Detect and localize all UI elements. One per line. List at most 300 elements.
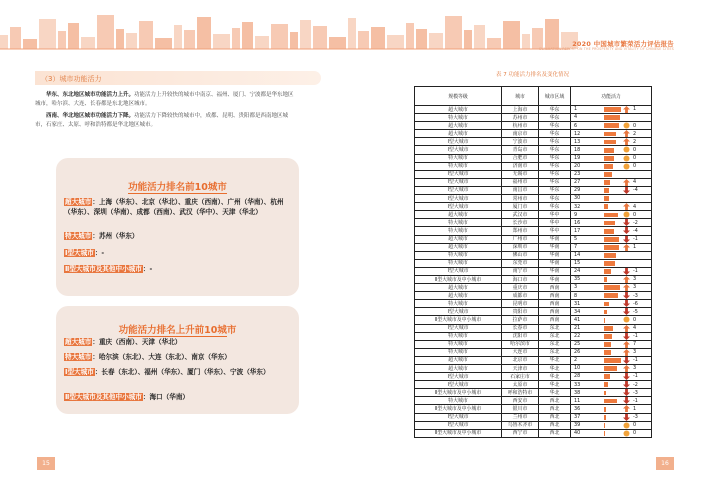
rank-value: 6 bbox=[574, 122, 578, 129]
cell-region: 华东 bbox=[539, 154, 571, 162]
cell-region: 华南 bbox=[539, 259, 571, 267]
rank-bar bbox=[604, 382, 608, 387]
rank-change: -4 bbox=[633, 187, 638, 194]
rank-change: 4 bbox=[633, 324, 637, 331]
tag-megacity: 超大城市 bbox=[65, 198, 92, 206]
table-row bbox=[415, 356, 652, 364]
up-arrow-icon bbox=[622, 130, 630, 137]
cell-city: 长春市 bbox=[502, 324, 539, 332]
table-row bbox=[415, 154, 652, 162]
down-arrow-icon bbox=[622, 333, 630, 340]
up-arrow-icon bbox=[622, 138, 630, 145]
down-arrow-icon bbox=[622, 414, 630, 421]
cell-vitality bbox=[571, 421, 652, 429]
cell-region: 华东 bbox=[539, 130, 571, 138]
rank-change: 3 bbox=[633, 365, 637, 372]
cell-region: 东北 bbox=[539, 348, 571, 356]
table-header-row bbox=[415, 87, 652, 106]
cell-city: 兰州市 bbox=[502, 413, 539, 421]
table-row bbox=[415, 186, 652, 194]
rank-change: -1 bbox=[633, 235, 638, 242]
table-row bbox=[415, 389, 652, 397]
cell-scale: Ⅰ型大城市 bbox=[415, 195, 502, 203]
rank-change: 2 bbox=[633, 130, 637, 137]
paragraph-2-text: 功能活力下降较快的城市中，成都、昆明、贵阳都是西南地区城市，石家庄、太原、呼和浩特都是华北地区城市。 bbox=[35, 113, 289, 129]
flat-dot-icon bbox=[622, 155, 630, 162]
rank-change: -3 bbox=[633, 389, 638, 396]
rank-bar bbox=[604, 140, 616, 145]
cell-vitality bbox=[571, 405, 652, 413]
cell-region: 华东 bbox=[539, 178, 571, 186]
col-header-city: 城市 bbox=[502, 87, 539, 106]
rank-change: 1 bbox=[633, 405, 637, 412]
cell-vitality bbox=[571, 397, 652, 405]
cell-region: 华东 bbox=[539, 203, 571, 211]
cell-vitality bbox=[571, 114, 652, 122]
cell-vitality bbox=[571, 275, 652, 283]
rank-value: 2 bbox=[574, 357, 578, 364]
cell-city: 长沙市 bbox=[502, 219, 539, 227]
table-row bbox=[415, 308, 652, 316]
down-arrow-icon bbox=[622, 300, 630, 307]
cell-region: 东北 bbox=[539, 332, 571, 340]
rank-change: -1 bbox=[633, 268, 638, 275]
cell-scale: 超大城市 bbox=[415, 356, 502, 364]
rank-value: 31 bbox=[574, 300, 581, 307]
down-arrow-icon bbox=[622, 187, 630, 194]
cell-city: 合肥市 bbox=[502, 154, 539, 162]
cell-vitality bbox=[571, 138, 652, 146]
cell-region: 华中 bbox=[539, 211, 571, 219]
rank-bar bbox=[604, 302, 609, 307]
table-row bbox=[415, 211, 652, 219]
cell-scale: 超大城市 bbox=[415, 365, 502, 373]
rank-bar bbox=[604, 310, 607, 315]
rank-bar bbox=[604, 123, 619, 128]
cell-vitality bbox=[571, 130, 652, 138]
cell-region: 华南 bbox=[539, 243, 571, 251]
up-arrow-icon bbox=[622, 244, 630, 251]
rank-value: 9 bbox=[574, 211, 578, 218]
rank-change: 0 bbox=[633, 122, 637, 129]
cell-region: 华中 bbox=[539, 227, 571, 235]
table-row bbox=[415, 397, 652, 405]
table-row bbox=[415, 332, 652, 340]
cell-scale: 特大城市 bbox=[415, 227, 502, 235]
cell-city: 大连市 bbox=[502, 348, 539, 356]
up-arrow-icon bbox=[622, 179, 630, 186]
rank-bar bbox=[604, 132, 616, 137]
cell-vitality bbox=[571, 170, 652, 178]
paragraph-1-lead: 华东、东北地区城市功能活力上升。 bbox=[46, 92, 135, 98]
rank-value: 39 bbox=[574, 422, 581, 429]
cell-region: 华东 bbox=[539, 106, 571, 114]
rank-bar bbox=[604, 237, 619, 242]
cell-scale: Ⅰ型大城市 bbox=[415, 203, 502, 211]
cell-scale: Ⅰ型大城市 bbox=[415, 178, 502, 186]
table-row bbox=[415, 300, 652, 308]
rank-change: -1 bbox=[633, 373, 638, 380]
rank-change: 7 bbox=[633, 341, 637, 348]
cell-city: 济南市 bbox=[502, 162, 539, 170]
rank-bar bbox=[604, 293, 618, 298]
cell-scale: 超大城市 bbox=[415, 243, 502, 251]
table-row bbox=[415, 251, 652, 259]
down-arrow-icon bbox=[622, 236, 630, 243]
cell-city: 无锡市 bbox=[502, 170, 539, 178]
table-row bbox=[415, 316, 652, 324]
report-subtitle: EVALUATION REPORT ON THE PROSPERITY AND VITALITY OF CHINESE CITIES bbox=[539, 47, 674, 51]
cell-scale: Ⅱ型大城市及中小城市 bbox=[415, 316, 502, 324]
cell-scale: Ⅰ型大城市 bbox=[415, 146, 502, 154]
rank-bar bbox=[604, 229, 614, 234]
cell-scale: Ⅰ型大城市 bbox=[415, 421, 502, 429]
rank-bar bbox=[604, 334, 612, 339]
top10-rise-box bbox=[56, 306, 299, 414]
rank-bar bbox=[604, 156, 614, 161]
up-arrow-icon bbox=[622, 106, 630, 113]
rank-change: 4 bbox=[633, 179, 637, 186]
section-title: （3）城市功能活力 bbox=[41, 74, 102, 83]
cell-scale: 特大城市 bbox=[415, 251, 502, 259]
rank-bar bbox=[604, 391, 606, 396]
rank-bar bbox=[604, 253, 616, 258]
rank-value: 21 bbox=[574, 324, 581, 331]
rank-bar bbox=[604, 164, 613, 169]
cell-region: 华东 bbox=[539, 146, 571, 154]
tag-supercity: 特大城市 bbox=[65, 232, 92, 240]
report-title: 2020 中国城市繁荣活力评估报告 bbox=[572, 40, 674, 48]
rank-bar bbox=[604, 196, 609, 201]
cell-city: 杭州市 bbox=[502, 122, 539, 130]
cell-city: 广州市 bbox=[502, 235, 539, 243]
cell-region: 西南 bbox=[539, 300, 571, 308]
cell-scale: 特大城市 bbox=[415, 154, 502, 162]
cell-region: 华北 bbox=[539, 373, 571, 381]
rank-bar bbox=[604, 374, 610, 379]
cell-scale: 超大城市 bbox=[415, 106, 502, 114]
top10-megacity-entry: 超大城市：上海（华东）、北京（华北）、重庆（西南）、广州（华南）、杭州（华东）、深圳（华南）、成都（西南）、武汉（华中）、天津（华北） bbox=[64, 198, 284, 216]
rank-change: 3 bbox=[633, 284, 637, 291]
flat-dot-icon bbox=[622, 163, 630, 170]
flat-dot-icon bbox=[622, 122, 630, 129]
cell-region: 华东 bbox=[539, 114, 571, 122]
cell-scale: 特大城市 bbox=[415, 259, 502, 267]
cell-vitality bbox=[571, 300, 652, 308]
rank-value: 10 bbox=[574, 365, 581, 372]
rank-change: -1 bbox=[633, 357, 638, 364]
rank-change: 3 bbox=[633, 276, 637, 283]
rank-value: 24 bbox=[574, 268, 581, 275]
cell-scale: 超大城市 bbox=[415, 122, 502, 130]
cell-city: 武汉市 bbox=[502, 211, 539, 219]
cell-vitality bbox=[571, 348, 652, 356]
rank-change: 0 bbox=[633, 146, 637, 153]
rank-bar bbox=[604, 326, 613, 331]
cell-city: 银川市 bbox=[502, 405, 539, 413]
cell-vitality bbox=[571, 324, 652, 332]
rank-bar bbox=[604, 245, 619, 250]
up-arrow-icon bbox=[622, 341, 630, 348]
cell-city: 南京市 bbox=[502, 130, 539, 138]
cell-region: 华北 bbox=[539, 381, 571, 389]
table-row bbox=[415, 413, 652, 421]
cell-city: 海口市 bbox=[502, 275, 539, 283]
cell-vitality bbox=[571, 106, 652, 114]
cell-vitality bbox=[571, 146, 652, 154]
rank-bar bbox=[604, 342, 611, 347]
rank-bar bbox=[604, 407, 606, 412]
cell-city: 青岛市 bbox=[502, 146, 539, 154]
cell-scale: 特大城市 bbox=[415, 332, 502, 340]
cell-city: 西安市 bbox=[502, 397, 539, 405]
rank-change: 1 bbox=[633, 106, 637, 113]
rank-bar bbox=[604, 423, 605, 428]
cell-scale: Ⅰ型大城市 bbox=[415, 373, 502, 381]
rank-value: 33 bbox=[574, 381, 581, 388]
paragraph-1 bbox=[35, 91, 297, 110]
cell-city: 佛山市 bbox=[502, 251, 539, 259]
rank-value: 7 bbox=[574, 243, 578, 250]
section-title-bar bbox=[35, 71, 321, 85]
tag-type1: Ⅰ型大城市 bbox=[65, 249, 94, 257]
cell-scale: 超大城市 bbox=[415, 284, 502, 292]
rank-value: 38 bbox=[574, 389, 581, 396]
table-row bbox=[415, 235, 652, 243]
down-arrow-icon bbox=[622, 308, 630, 315]
cell-city: 福州市 bbox=[502, 178, 539, 186]
cell-vitality bbox=[571, 340, 652, 348]
cell-city: 常州市 bbox=[502, 195, 539, 203]
rise-type2-entry: Ⅱ型大城市及其他中小城市：海口（华南） bbox=[65, 393, 190, 401]
cell-city: 南宁市 bbox=[502, 267, 539, 275]
rank-value: 40 bbox=[574, 430, 581, 437]
flat-dot-icon bbox=[622, 422, 630, 429]
up-arrow-icon bbox=[622, 325, 630, 332]
down-arrow-icon bbox=[622, 397, 630, 404]
table-row bbox=[415, 275, 652, 283]
cell-scale: Ⅰ型大城市 bbox=[415, 138, 502, 146]
rank-value: 34 bbox=[574, 308, 581, 315]
cell-city: 厦门市 bbox=[502, 203, 539, 211]
cell-scale: 特大城市 bbox=[415, 114, 502, 122]
cell-scale: Ⅰ型大城市 bbox=[415, 381, 502, 389]
cell-vitality bbox=[571, 154, 652, 162]
table-row bbox=[415, 348, 652, 356]
cell-vitality bbox=[571, 178, 652, 186]
rank-change: 1 bbox=[633, 243, 637, 250]
col-header-region: 城市区域 bbox=[539, 87, 571, 106]
rank-value: 18 bbox=[574, 146, 581, 153]
table-row bbox=[415, 284, 652, 292]
rank-change: 0 bbox=[633, 163, 637, 170]
rank-bar bbox=[604, 350, 611, 355]
top10-box-title: 功能活力排名前10城市 bbox=[56, 179, 299, 193]
cell-region: 西北 bbox=[539, 397, 571, 405]
cell-city: 呼和浩特市 bbox=[502, 389, 539, 397]
col-header-scale: 规模等级 bbox=[415, 87, 502, 106]
down-arrow-icon bbox=[622, 219, 630, 226]
rank-change: 0 bbox=[633, 430, 637, 437]
rank-change: -1 bbox=[633, 333, 638, 340]
rank-value: 22 bbox=[574, 333, 581, 340]
cell-vitality bbox=[571, 259, 652, 267]
rank-value: 17 bbox=[574, 227, 581, 234]
cell-region: 华东 bbox=[539, 122, 571, 130]
table-row bbox=[415, 381, 652, 389]
table-row bbox=[415, 227, 652, 235]
rank-bar bbox=[604, 358, 621, 363]
col-header-vitality: 功能活力 bbox=[571, 87, 652, 106]
cell-vitality bbox=[571, 122, 652, 130]
cell-city: 哈尔滨市 bbox=[502, 340, 539, 348]
cell-city: 深圳市 bbox=[502, 243, 539, 251]
cell-region: 华南 bbox=[539, 251, 571, 259]
cell-region: 西南 bbox=[539, 292, 571, 300]
rank-value: 25 bbox=[574, 341, 581, 348]
down-arrow-icon bbox=[622, 381, 630, 388]
rank-value: 26 bbox=[574, 349, 581, 356]
cell-scale: 特大城市 bbox=[415, 397, 502, 405]
rank-bar bbox=[604, 221, 615, 226]
cell-vitality bbox=[571, 292, 652, 300]
cell-region: 华中 bbox=[539, 219, 571, 227]
cell-scale: 特大城市 bbox=[415, 348, 502, 356]
cell-scale: Ⅰ型大城市 bbox=[415, 186, 502, 194]
cell-scale: Ⅰ型大城市 bbox=[415, 170, 502, 178]
rank-change: 4 bbox=[633, 203, 637, 210]
cell-region: 华北 bbox=[539, 356, 571, 364]
up-arrow-icon bbox=[622, 284, 630, 291]
cell-vitality bbox=[571, 373, 652, 381]
cell-vitality bbox=[571, 365, 652, 373]
down-arrow-icon bbox=[622, 357, 630, 364]
cell-scale: 特大城市 bbox=[415, 162, 502, 170]
rank-value: 11 bbox=[574, 397, 581, 404]
cell-scale: Ⅱ型大城市及中小城市 bbox=[415, 429, 502, 437]
top10-supercity-entry: 特大城市：苏州（华东） bbox=[65, 232, 139, 240]
table-row bbox=[415, 114, 652, 122]
cell-region: 华东 bbox=[539, 162, 571, 170]
table-row bbox=[415, 170, 652, 178]
table-row bbox=[415, 267, 652, 275]
rank-bar bbox=[604, 188, 609, 193]
page-number-left: 15 bbox=[37, 457, 55, 470]
table-row bbox=[415, 122, 652, 130]
cell-city: 沈阳市 bbox=[502, 332, 539, 340]
cell-city: 成都市 bbox=[502, 292, 539, 300]
rise-supercity-entry: 特大城市：哈尔滨（东北）、大连（东北）、南京（华东） bbox=[65, 353, 231, 361]
cell-region: 西北 bbox=[539, 429, 571, 437]
cell-scale: 超大城市 bbox=[415, 211, 502, 219]
rank-value: 16 bbox=[574, 219, 581, 226]
cell-city: 北京市 bbox=[502, 356, 539, 364]
cell-vitality bbox=[571, 267, 652, 275]
cell-region: 华南 bbox=[539, 275, 571, 283]
rank-change: 3 bbox=[633, 349, 637, 356]
cell-city: 拉萨市 bbox=[502, 316, 539, 324]
cell-scale: 超大城市 bbox=[415, 130, 502, 138]
paragraph-1-text: 功能活力上升较快的城市中南京、福州、厦门、宁波都是华东地区城市，哈尔滨、大连、长春都是东北地区城市。 bbox=[35, 92, 294, 108]
cell-scale: Ⅰ型大城市 bbox=[415, 413, 502, 421]
flat-dot-icon bbox=[622, 430, 630, 437]
rank-value: 41 bbox=[574, 316, 581, 323]
cell-scale: 特大城市 bbox=[415, 340, 502, 348]
cell-vitality bbox=[571, 284, 652, 292]
rank-change: 0 bbox=[633, 422, 637, 429]
cell-scale: Ⅰ型大城市 bbox=[415, 308, 502, 316]
rank-value: 23 bbox=[574, 171, 581, 178]
cell-city: 苏州市 bbox=[502, 114, 539, 122]
up-arrow-icon bbox=[622, 276, 630, 283]
cell-scale: 特大城市 bbox=[415, 300, 502, 308]
rank-bar bbox=[604, 148, 614, 153]
table-row bbox=[415, 195, 652, 203]
table-row bbox=[415, 259, 652, 267]
cell-vitality bbox=[571, 389, 652, 397]
cell-vitality bbox=[571, 195, 652, 203]
cell-region: 华南 bbox=[539, 267, 571, 275]
rank-change: -4 bbox=[633, 227, 638, 234]
rank-bar bbox=[604, 115, 620, 120]
table-row bbox=[415, 130, 652, 138]
paragraph-2-lead: 西南、华北地区城市功能活力下降。 bbox=[46, 113, 135, 119]
cell-region: 华东 bbox=[539, 138, 571, 146]
cell-region: 西北 bbox=[539, 413, 571, 421]
rank-bar bbox=[604, 366, 617, 371]
cell-city: 太原市 bbox=[502, 381, 539, 389]
rank-value: 19 bbox=[574, 154, 581, 161]
rank-change: -3 bbox=[633, 292, 638, 299]
rank-change: -6 bbox=[633, 300, 638, 307]
rank-value: 8 bbox=[574, 292, 578, 299]
rank-bar bbox=[604, 261, 615, 266]
rank-value: 14 bbox=[574, 252, 581, 259]
top10-type2-entry: Ⅱ型大城市及其他中小城市：- bbox=[65, 265, 153, 273]
cell-city: 南昌市 bbox=[502, 186, 539, 194]
cell-scale: 特大城市 bbox=[415, 219, 502, 227]
rank-bar bbox=[604, 107, 621, 112]
down-arrow-icon bbox=[622, 292, 630, 299]
cell-region: 华南 bbox=[539, 235, 571, 243]
rank-value: 1 bbox=[574, 106, 578, 113]
rank-value: 20 bbox=[574, 163, 581, 170]
cell-city: 宁波市 bbox=[502, 138, 539, 146]
cell-city: 石家庄市 bbox=[502, 373, 539, 381]
cell-city: 贵阳市 bbox=[502, 308, 539, 316]
cell-city: 重庆市 bbox=[502, 284, 539, 292]
cell-vitality bbox=[571, 235, 652, 243]
rank-value: 36 bbox=[574, 405, 581, 412]
table-row bbox=[415, 405, 652, 413]
table-row bbox=[415, 421, 652, 429]
rank-value: 12 bbox=[574, 130, 581, 137]
down-arrow-icon bbox=[622, 268, 630, 275]
rank-value: 5 bbox=[574, 235, 578, 242]
down-arrow-icon bbox=[622, 389, 630, 396]
rank-bar bbox=[604, 213, 618, 218]
rank-change: 0 bbox=[633, 316, 637, 323]
rank-value: 30 bbox=[574, 195, 581, 202]
cell-region: 东北 bbox=[539, 340, 571, 348]
rise-box-title: 功能活力排名上升前10城市 bbox=[56, 322, 299, 336]
rank-change: -1 bbox=[633, 397, 638, 404]
table-row bbox=[415, 138, 652, 146]
rank-bar bbox=[604, 415, 606, 420]
cell-vitality bbox=[571, 219, 652, 227]
table-row bbox=[415, 429, 652, 437]
rank-change: 2 bbox=[633, 138, 637, 145]
